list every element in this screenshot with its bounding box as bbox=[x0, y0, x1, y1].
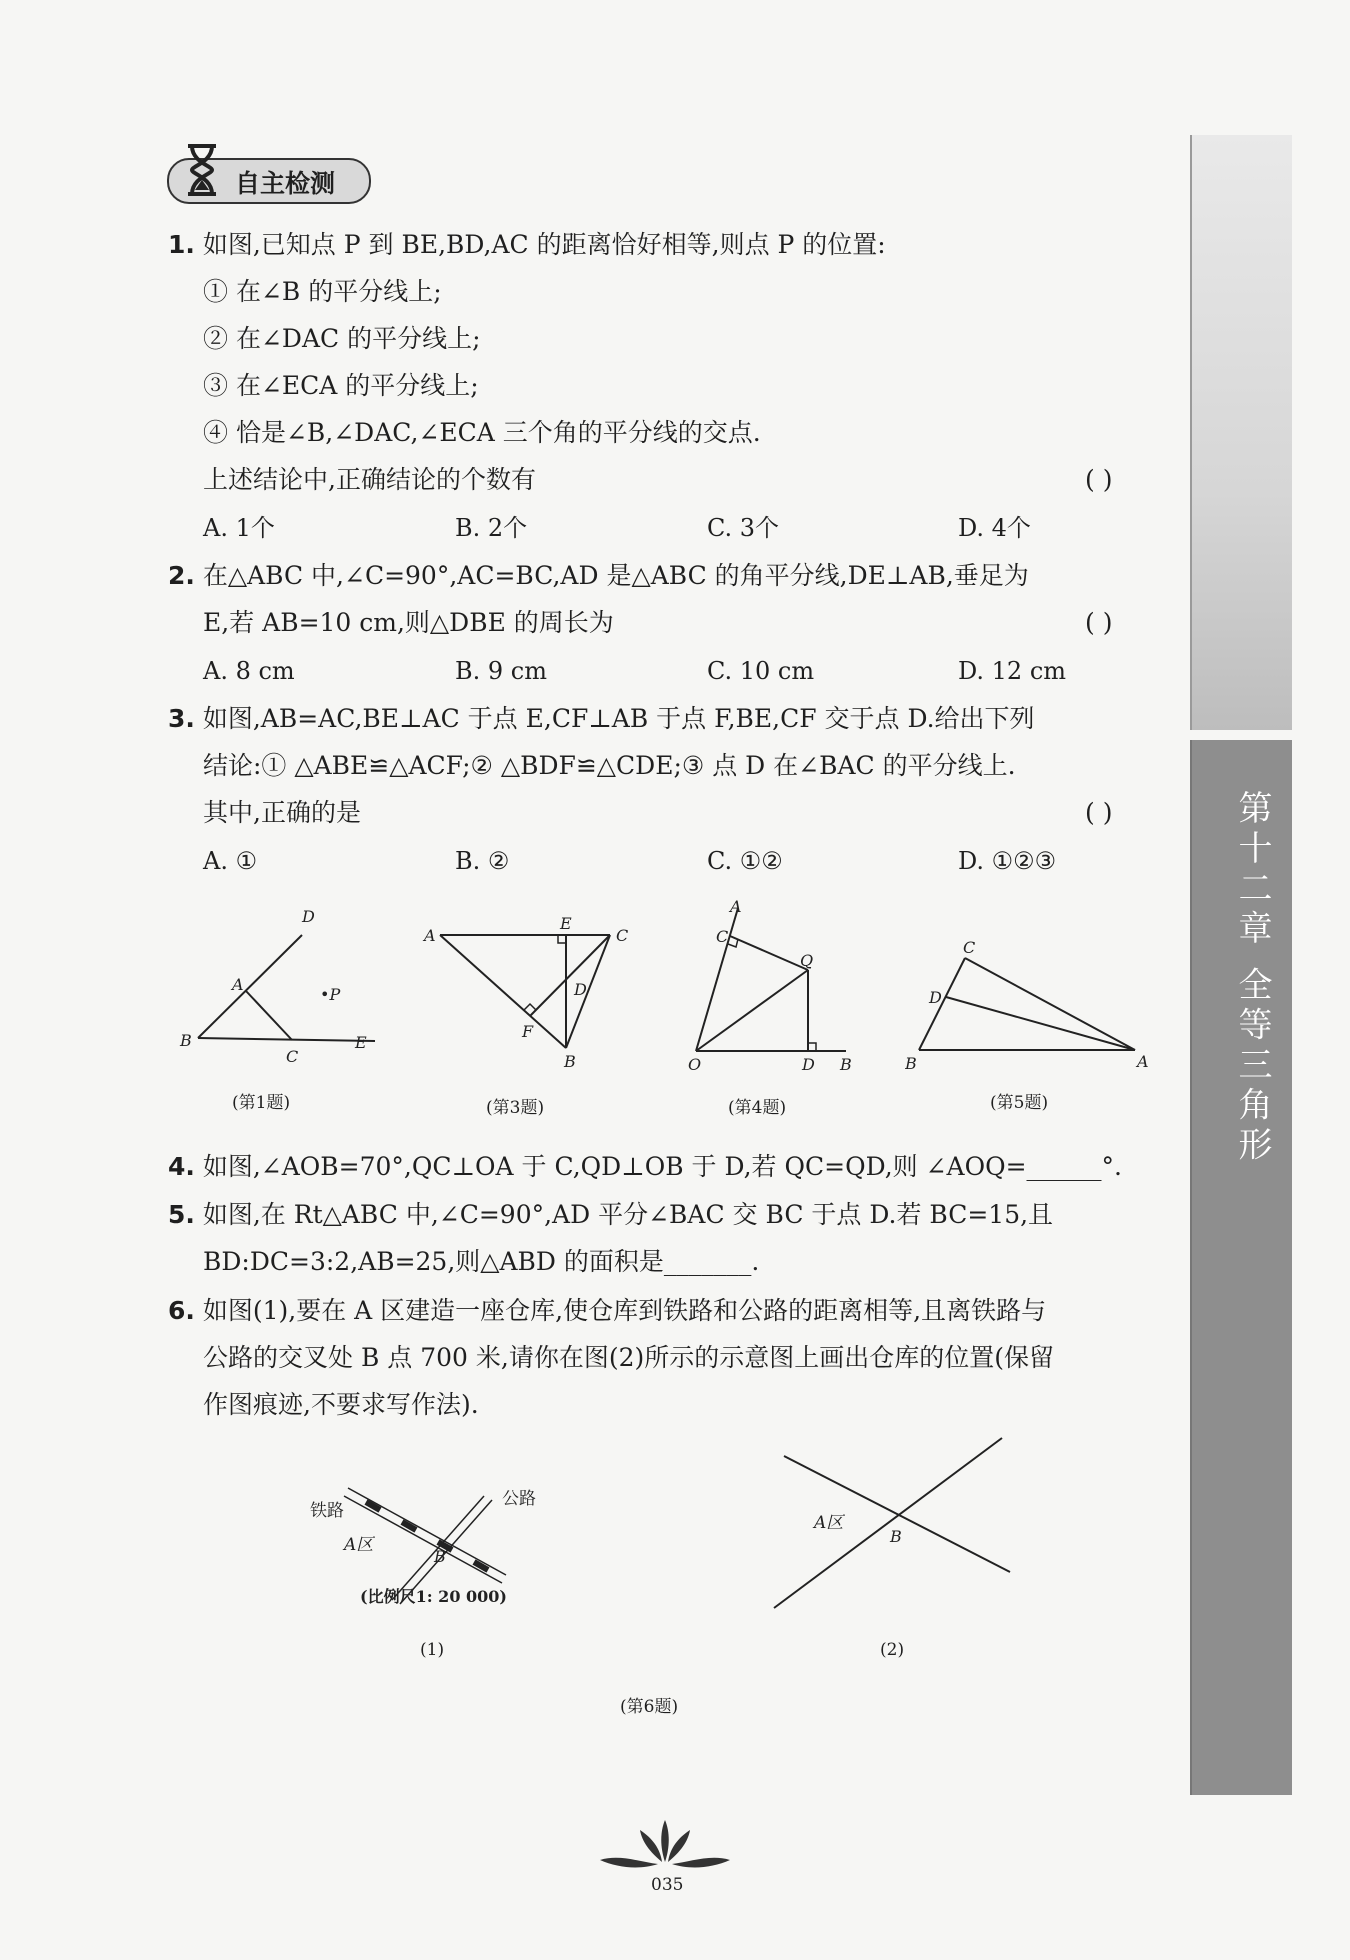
q2-answer-paren: ( ) bbox=[1085, 608, 1113, 637]
f5-label-b: B bbox=[905, 1054, 917, 1073]
point-b-label: B bbox=[434, 1547, 446, 1566]
f4-label-c: C bbox=[716, 927, 729, 946]
q2-option-d: D. 12 cm bbox=[958, 657, 1067, 685]
point2-b-label: B bbox=[890, 1527, 902, 1546]
fig6-sub2: (2) bbox=[880, 1640, 905, 1660]
f4-label-d: D bbox=[802, 1055, 815, 1074]
q2-option-c: C. 10 cm bbox=[707, 657, 815, 685]
q6-text-2: 公路的交叉处 B 点 700 米,请你在图(2)所示的示意图上画出仓库的位置(保留 bbox=[203, 1343, 1054, 1372]
q3-line-1 bbox=[168, 704, 1035, 734]
chapter-tab-label: 第十二章 全等三角形 bbox=[1232, 790, 1272, 1167]
q1-item-2: ② 在∠DAC 的平分线上; bbox=[203, 324, 481, 353]
q3-answer-paren: ( ) bbox=[1085, 798, 1113, 827]
q1-stem: 如图,已知点 P 到 BE,BD,AC 的距离恰好相等,则点 P 的位置: bbox=[202, 230, 886, 259]
area-label: A区 bbox=[344, 1535, 374, 1555]
f1-label-a: A bbox=[232, 975, 244, 994]
q4-text: 如图,∠AOB=70°,QC⊥OA 于 C,QD⊥OB 于 D,若 QC=QD,则 ∠AOQ=______°. bbox=[202, 1152, 1123, 1181]
q5-text-2: BD:DC=3:2,AB=25,则△ABD 的面积是_______. bbox=[203, 1247, 760, 1276]
q4-number: 4. bbox=[168, 1152, 195, 1181]
q1-option-d: D. 4个 bbox=[958, 514, 1031, 542]
f5-label-a: A bbox=[1137, 1052, 1149, 1071]
f1-label-c: C bbox=[286, 1047, 299, 1066]
q2-text-1: 在△ABC 中,∠C=90°,AC=BC,AD 是△ABC 的角平分线,DE⊥AB,垂足为 bbox=[202, 561, 1029, 590]
q1-item-4: ④ 恰是∠B,∠DAC,∠ECA 三个角的平分线的交点. bbox=[203, 418, 761, 447]
leaf-ornament-icon bbox=[590, 1812, 740, 1872]
fig6-sub1: (1) bbox=[420, 1640, 445, 1660]
f3-label-d: D bbox=[574, 980, 587, 999]
hourglass-icon bbox=[182, 140, 222, 200]
figure-q6-1 bbox=[310, 1470, 590, 1630]
q1-option-c: C. 3个 bbox=[707, 514, 780, 542]
q3-number: 3. bbox=[168, 704, 195, 733]
f3-label-b: B bbox=[564, 1052, 576, 1071]
scale-label: (比例尺1: 20 000) bbox=[360, 1587, 507, 1606]
q1-item-3: ③ 在∠ECA 的平分线上; bbox=[203, 371, 479, 400]
f1-label-b: B bbox=[180, 1031, 192, 1050]
f3-label-a: A bbox=[424, 926, 436, 945]
page-number: 035 bbox=[651, 1875, 684, 1895]
q3-option-b: B. ② bbox=[455, 847, 510, 875]
q1-answer-paren: ( ) bbox=[1085, 465, 1113, 494]
f1-label-p: •P bbox=[320, 985, 341, 1004]
area2-label: A区 bbox=[814, 1513, 844, 1533]
q5-line-1 bbox=[168, 1200, 1053, 1230]
q2-number: 2. bbox=[168, 561, 195, 590]
f1-label-e: E bbox=[355, 1033, 367, 1052]
f3-label-f: F bbox=[522, 1022, 534, 1041]
q1-ask: 上述结论中,正确结论的个数有 bbox=[203, 465, 536, 494]
road-label: 公路 bbox=[502, 1489, 536, 1509]
caption-q3: (第3题) bbox=[486, 1098, 545, 1118]
q1-line bbox=[168, 230, 886, 260]
caption-q5: (第5题) bbox=[990, 1093, 1049, 1113]
f3-label-c: C bbox=[616, 926, 629, 945]
f4-label-q: Q bbox=[800, 951, 814, 970]
q2-option-a: A. 8 cm bbox=[203, 657, 295, 685]
q5-text-1: 如图,在 Rt△ABC 中,∠C=90°,AD 平分∠BAC 交 BC 于点 D.若 BC=15,且 bbox=[202, 1200, 1054, 1229]
railway-label: 铁路 bbox=[310, 1501, 344, 1521]
section-title: 自主检测 bbox=[235, 169, 336, 198]
q3-option-a: A. ① bbox=[203, 847, 258, 875]
q3-text-1: 如图,AB=AC,BE⊥AC 于点 E,CF⊥AB 于点 F,BE,CF 交于点 D.给出下列 bbox=[202, 704, 1035, 733]
f5-label-d: D bbox=[929, 988, 942, 1007]
figure-q1 bbox=[170, 900, 380, 1070]
f1-label-d: D bbox=[302, 907, 315, 926]
figure-q6-2 bbox=[760, 1430, 1020, 1615]
q5-number: 5. bbox=[168, 1200, 195, 1229]
f3-label-e: E bbox=[560, 915, 572, 933]
q3-text-2: 结论:① △ABE≌△ACF;② △BDF≌△CDE;③ 点 D 在∠BAC 的平分线上. bbox=[203, 751, 1016, 780]
q2-text-2: E,若 AB=10 cm,则△DBE 的周长为 bbox=[203, 608, 614, 637]
figure-q5 bbox=[905, 935, 1155, 1075]
f4-label-b: B bbox=[840, 1055, 852, 1074]
f4-label-o: O bbox=[688, 1055, 702, 1074]
q6-number: 6. bbox=[168, 1296, 195, 1325]
q6-text-1: 如图(1),要在 A 区建造一座仓库,使仓库到铁路和公路的距离相等,且离铁路与 bbox=[202, 1296, 1047, 1325]
q6-line-1 bbox=[168, 1296, 1046, 1326]
chapter-tab-decoration bbox=[1190, 135, 1292, 730]
q3-option-c: C. ①② bbox=[707, 847, 783, 875]
caption-q1: (第1题) bbox=[232, 1093, 291, 1113]
figure-q3 bbox=[418, 915, 638, 1075]
caption-q6: (第6题) bbox=[620, 1697, 679, 1717]
q4-line bbox=[168, 1152, 1122, 1182]
caption-q4: (第4题) bbox=[728, 1098, 787, 1118]
q1-option-a: A. 1个 bbox=[203, 514, 275, 542]
q3-text-3: 其中,正确的是 bbox=[203, 798, 361, 827]
q3-option-d: D. ①②③ bbox=[958, 847, 1057, 875]
f4-label-a: A bbox=[730, 898, 742, 916]
f5-label-c: C bbox=[963, 938, 976, 957]
figure-q4 bbox=[676, 898, 876, 1078]
q6-text-3: 作图痕迹,不要求写作法). bbox=[203, 1390, 479, 1419]
q1-number: 1. bbox=[168, 230, 195, 259]
q2-option-b: B. 9 cm bbox=[455, 657, 547, 685]
q1-item-1: ① 在∠B 的平分线上; bbox=[203, 277, 442, 306]
q2-line-1 bbox=[168, 561, 1029, 591]
q1-option-b: B. 2个 bbox=[455, 514, 528, 542]
